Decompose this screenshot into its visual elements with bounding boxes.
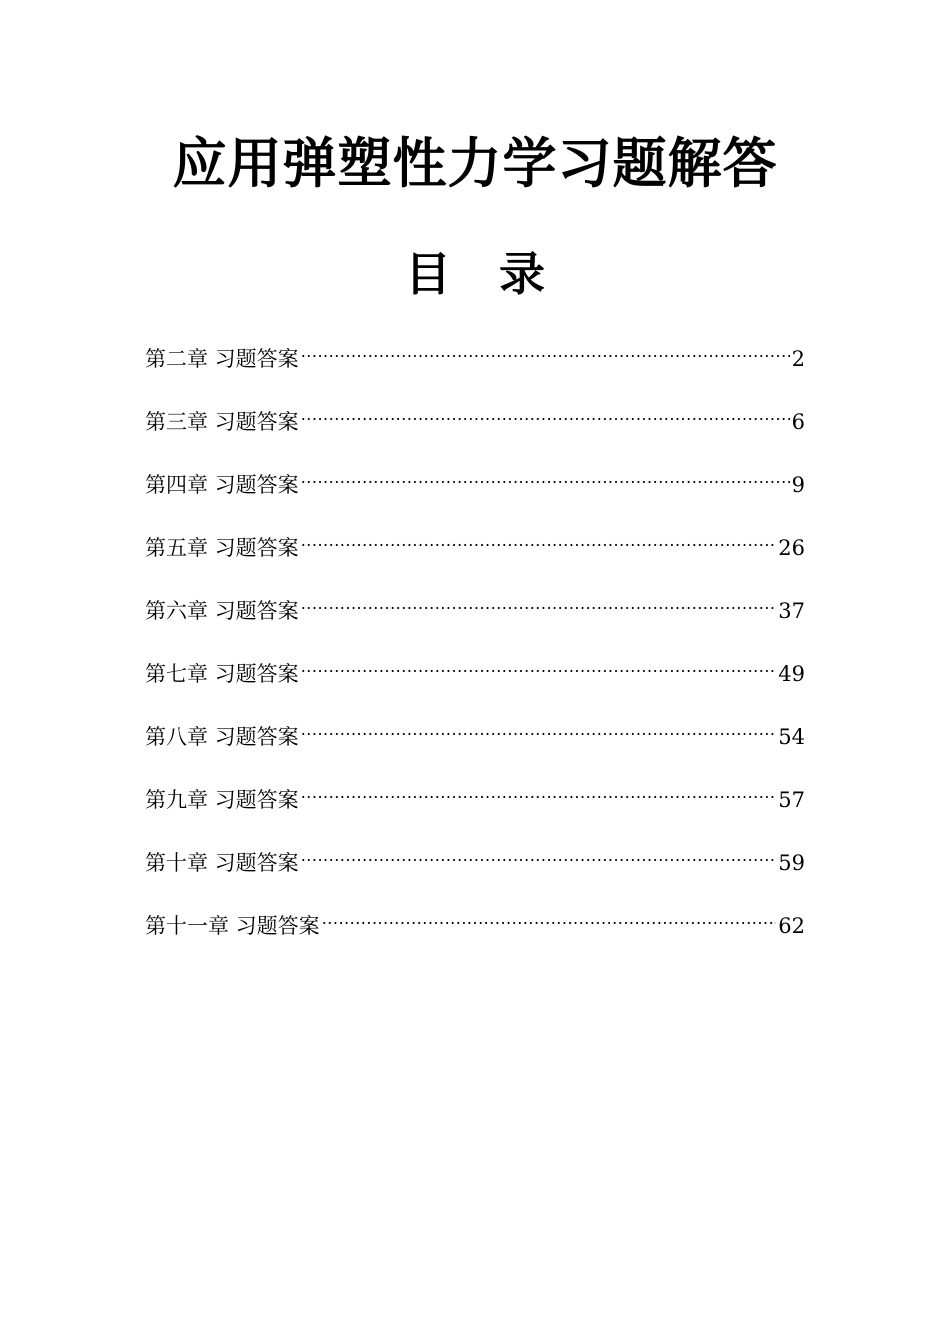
toc-entry-label: 第九章 习题答案 [145, 788, 299, 812]
toc-page-number: 26 [778, 536, 805, 560]
toc-entry-chapter-11[interactable] [145, 897, 805, 960]
toc-entry-label: 第二章 习题答案 [145, 347, 299, 371]
document-title: 应用弹塑性力学习题解答 [172, 132, 778, 195]
toc-entry-label: 第八章 习题答案 [145, 725, 299, 749]
toc-entry-chapter-2[interactable] [145, 330, 805, 393]
toc-page-number: 2 [791, 347, 805, 371]
toc-dot-leader [301, 519, 777, 555]
toc-entry-label: 第六章 习题答案 [145, 599, 299, 623]
toc-entry-chapter-8[interactable] [145, 708, 805, 771]
toc-entry-label: 第三章 习题答案 [145, 410, 299, 434]
toc-page-number: 6 [791, 410, 805, 434]
toc-page-number: 49 [778, 662, 805, 686]
toc-heading-char-2: 录 [499, 247, 545, 301]
toc-entry-label: 第五章 习题答案 [145, 536, 299, 560]
toc-entry-label: 第四章 习题答案 [145, 473, 299, 497]
toc-dot-leader [301, 834, 777, 870]
toc-dot-leader [301, 456, 790, 492]
toc-entry-label: 第十章 习题答案 [145, 851, 299, 875]
table-of-contents [145, 330, 805, 960]
toc-dot-leader [301, 582, 777, 618]
toc-page-number: 54 [778, 725, 805, 749]
toc-dot-leader [301, 708, 777, 744]
toc-entry-chapter-6[interactable] [145, 582, 805, 645]
toc-page-number: 59 [778, 851, 805, 875]
toc-dot-leader [301, 330, 790, 366]
toc-entry-label: 第七章 习题答案 [145, 662, 299, 686]
toc-entry-chapter-7[interactable] [145, 645, 805, 708]
toc-entry-chapter-10[interactable] [145, 834, 805, 897]
toc-heading [0, 244, 950, 304]
toc-dot-leader [322, 897, 777, 933]
toc-dot-leader [301, 645, 777, 681]
toc-entry-chapter-3[interactable] [145, 393, 805, 456]
toc-dot-leader [301, 771, 777, 807]
toc-dot-leader [301, 393, 790, 429]
toc-page-number: 57 [778, 788, 805, 812]
toc-heading-char-1: 目 [405, 247, 451, 301]
toc-page-number: 62 [778, 914, 805, 938]
toc-entry-chapter-5[interactable] [145, 519, 805, 582]
toc-page-number: 9 [791, 473, 805, 497]
toc-page-number: 37 [778, 599, 805, 623]
toc-entry-chapter-4[interactable] [145, 456, 805, 519]
toc-entry-label: 第十一章 习题答案 [145, 914, 320, 938]
toc-entry-chapter-9[interactable] [145, 771, 805, 834]
